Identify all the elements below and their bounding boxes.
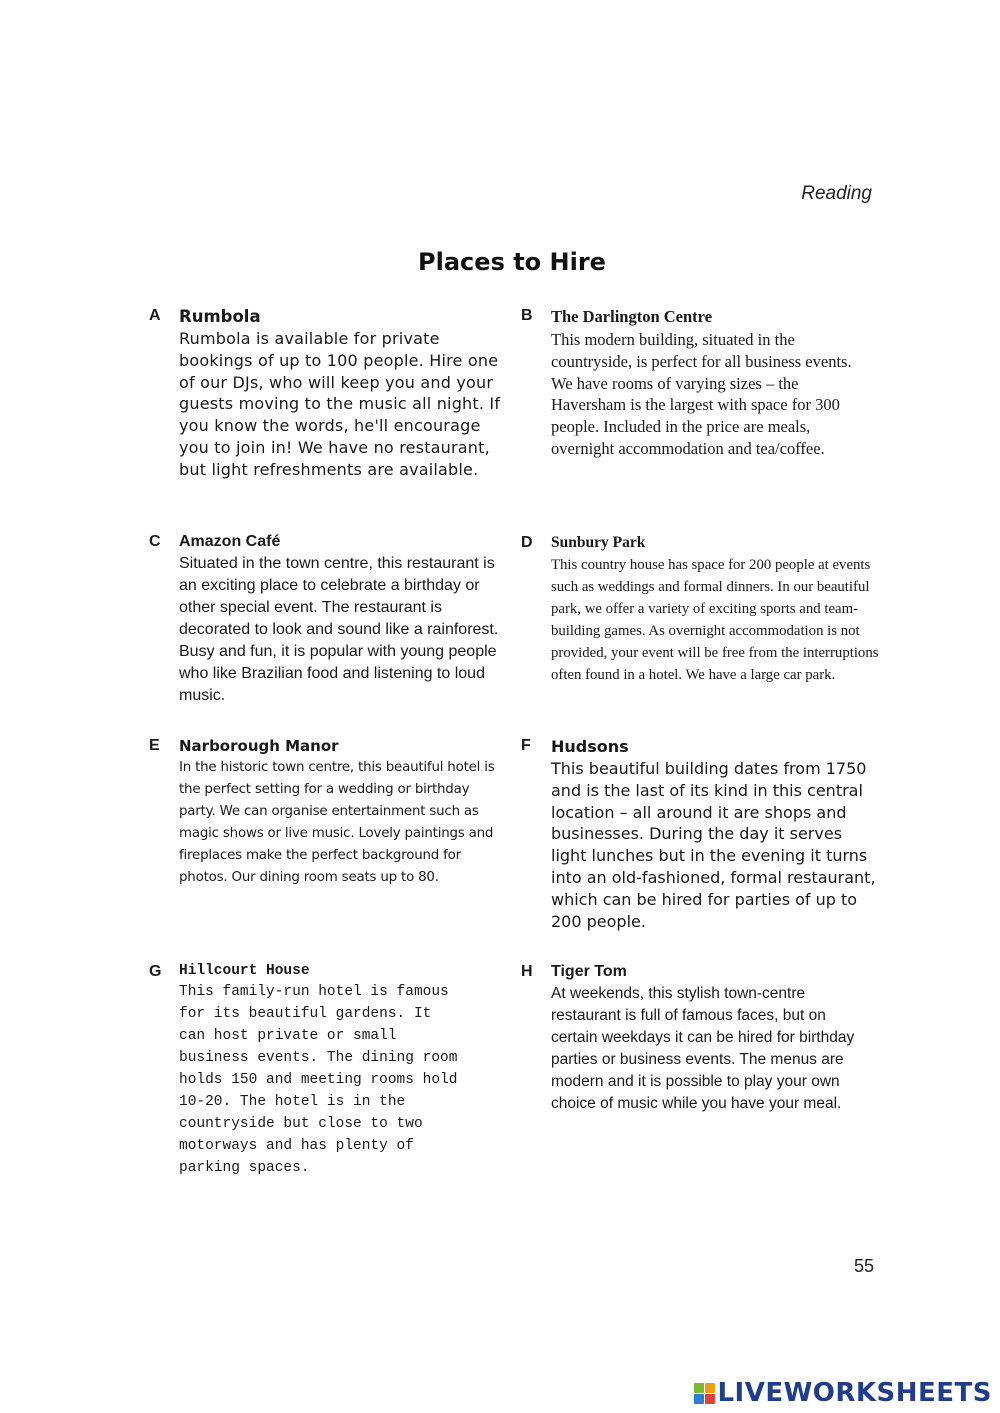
ad-letter: D (521, 534, 533, 551)
ad-body: This beautiful building dates from 1750 and is the last of its kind in this central location – all around it are shops and businesses. During the day it serves light lunches but in the evening it turns into an old-fashioned, formal restaurant, which can be hired for parties of up to 200 people. (551, 759, 876, 931)
ad-body: Rumbola is available for private bookings of up to 100 people. Hire one of our DJs, who will keep you and your guests moving to the music all night. If you know the words, he'll encourage you to join in! We have no restaurant, but light refreshments are available. (179, 329, 501, 479)
ad-narborough-manor (149, 737, 509, 889)
ad-hudsons (521, 737, 881, 932)
page-number: 55 (853, 1256, 874, 1276)
ad-tiger-tom (521, 963, 871, 1115)
watermark-text: LIVEWORKSHEETS (717, 1378, 992, 1408)
ad-body: Situated in the town centre, this restaurant is an exciting place to celebrate a birthday or other special event. The restaurant is decorated to look and sound like a rainforest. Busy and fun, it is popular with young people who like Brazilian food and listening to loud music. (179, 555, 499, 704)
ad-letter: E (149, 737, 160, 754)
ad-letter: F (521, 737, 531, 754)
section-label: Reading (801, 183, 872, 204)
ad-name: Sunbury Park (551, 534, 646, 551)
ad-name: Hillcourt House (179, 963, 310, 979)
ad-body: This country house has space for 200 people at events such as weddings and formal dinners. In our beautiful park, we offer a variety of exciting sports and team-building games. As overnight accommodation is not provided, your event will be free from the interruptions often found in a hotel. We have a large car park. (551, 557, 879, 683)
ad-body: At weekends, this stylish town-centre restaurant is full of famous faces, but on certain weekdays it can be hired for birthday parties or business events. The menus are modern and it is possible to play your own choice of music while you have your meal. (551, 985, 855, 1112)
ad-name: Tiger Tom (551, 963, 627, 980)
ad-letter: H (521, 963, 533, 980)
ad-body: This family-run hotel is famous for its beautiful gardens. It can host private or small business events. The dining room holds 150 and meeting rooms hold 10-20. The hotel is in the countryside but close to two motorways and has plenty of parking spaces. (179, 984, 458, 1176)
logo-square (705, 1394, 715, 1404)
ad-name: Rumbola (179, 307, 261, 326)
page-title: Places to Hire (418, 248, 606, 276)
logo-square (694, 1394, 704, 1404)
ad-name: Amazon Café (179, 533, 281, 550)
liveworksheets-watermark[interactable] (694, 1378, 992, 1408)
ad-body: This modern building, situated in the countryside, is perfect for all business events. We have rooms of varying sizes – the Haversham is the largest with space for 300 people. Included in the price are meals, overnight accommodation and tea/coffee. (551, 330, 852, 458)
ad-letter: A (149, 307, 161, 324)
logo-square (705, 1383, 715, 1393)
ad-body: In the historic town centre, this beautiful hotel is the perfect setting for a wedding or birthday party. We can organise entertainment such as magic shows or live music. Lovely paintings and fireplaces make the perfect background for photos. Our dining room seats up to 80. (179, 760, 495, 885)
ad-name: Narborough Manor (179, 737, 339, 755)
ad-letter: B (521, 307, 533, 324)
ad-darlington-centre (521, 307, 871, 460)
liveworksheets-logo-icon (694, 1383, 715, 1404)
ad-letter: G (149, 963, 162, 980)
ad-name: The Darlington Centre (551, 307, 713, 326)
ad-amazon-cafe (149, 533, 509, 707)
ad-letter: C (149, 533, 161, 550)
ad-name: Hudsons (551, 737, 629, 756)
logo-square (694, 1383, 704, 1393)
ad-hillcourt-house (149, 963, 509, 1179)
ad-sunbury-park (521, 534, 881, 686)
ad-rumbola (149, 307, 514, 481)
